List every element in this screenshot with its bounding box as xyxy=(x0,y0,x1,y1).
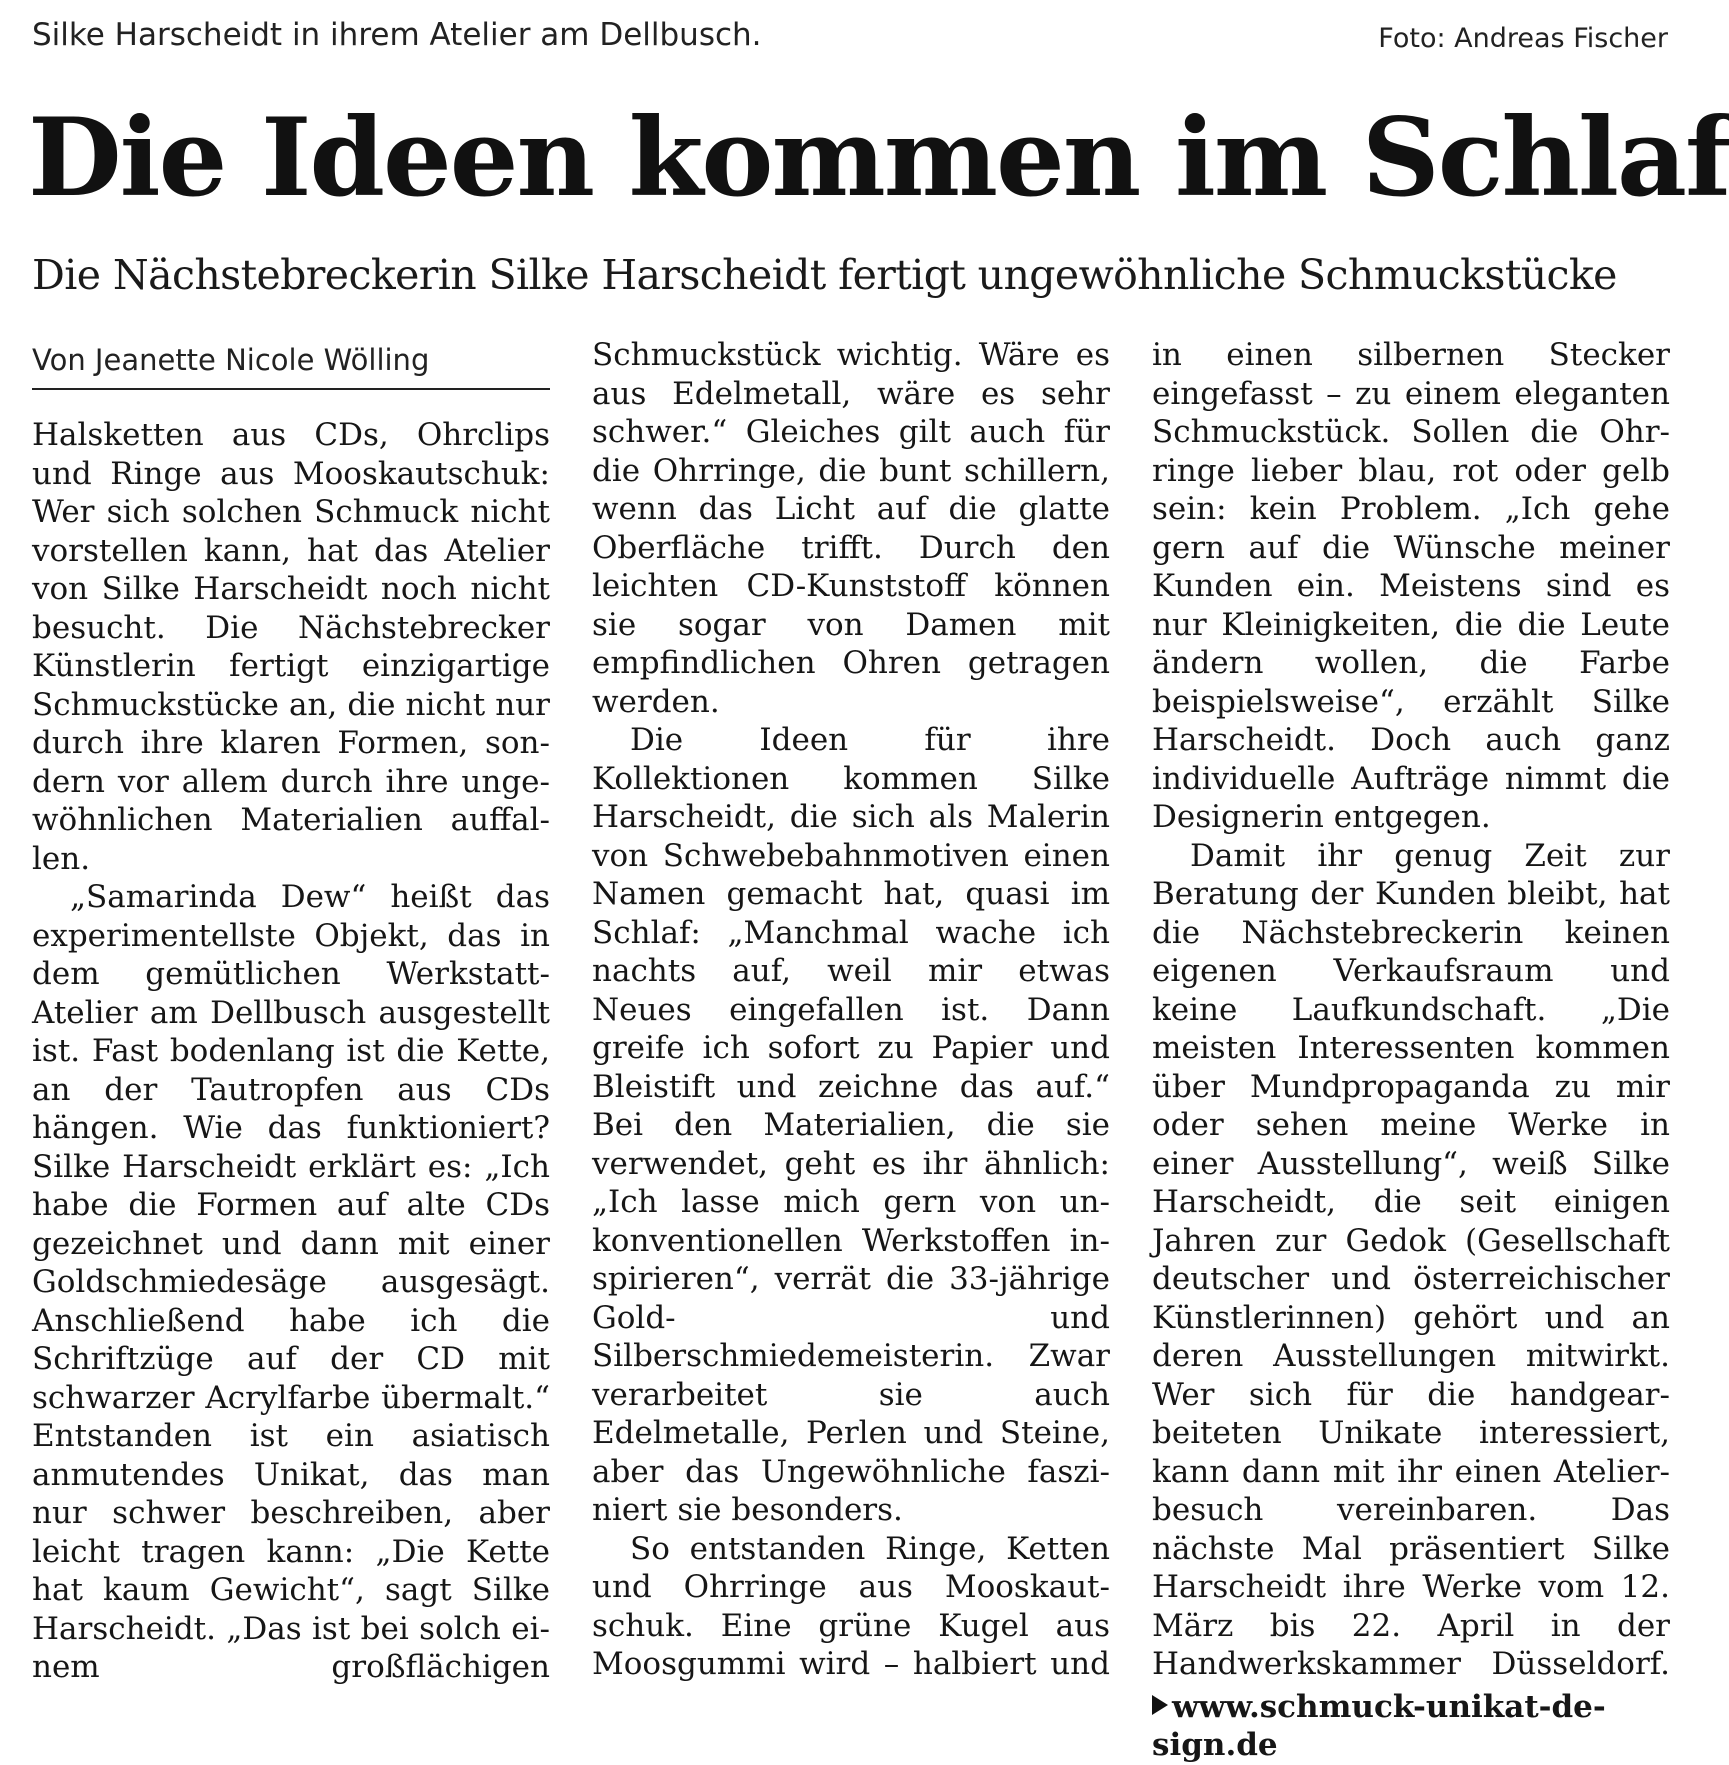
website-link[interactable] xyxy=(1152,1688,1670,1765)
arrow-right-icon xyxy=(1152,1695,1168,1715)
subheadline: Die Nächstebreckerin Silke Harscheidt fertigt ungewöhnliche Schmuckstücke xyxy=(32,251,1617,299)
paragraph-intro: Halsketten aus CDs, Ohrclips und Ringe aus Mooskautschuk: Wer sich solchen Schmuck nicht vorstellen kann, hat das Atelier von Silke Harscheidt noch nicht besucht. Die Nächstebrecker Künstlerin fertigt einzigartige Schmuckstücke an, die nicht nur durch ihre klaren Formen, sondern vor allem durch ihre ungewöhnlichen Materialien auffallen. xyxy=(32,417,550,877)
column-2 xyxy=(592,336,1110,1716)
website-url[interactable]: www.schmuck-unikat-design.de xyxy=(1152,1688,1606,1763)
article-body xyxy=(32,336,1674,1763)
paragraph-ideas: Die Ideen für ihre Kollektionen kommen Silke Harscheidt, die sich als Malerin von Schwebebahnmotiven einen Namen gemacht hat, quasi im Schlaf: „Manchmal wache ich nachts auf, weil mir etwas Neues eingefallen ist. Dann greife ich sofort zu Papier und Bleistift und zeichne das auf.“ Bei den Materialien, die sie verwendet, geht es ihr ähnlich: „Ich lasse mich gern von unkonventionellen Werkstoffen inspirieren“, verrät die 33-jährige Gold- und Silberschmiedemeisterin. Zwar verarbeitet sie auch Edelmetalle, Perlen und Steine, aber das Ungewöhnliche fasziniert sie besonders. xyxy=(592,722,1110,1528)
paragraph-mooskautschuk-continued: in einen silbernen Stecker eingefasst – zu einem eleganten Schmuckstück. Sollen die Ohrringe lieber blau, rot oder gelb sein: kein Problem. „Ich gehe gern auf die Wünsche meiner Kunden ein. Meistens sind es nur Kleinigkeiten, die die Leute ändern wollen, die Farbe beispielsweise“, erzählt Silke Harscheidt. Doch auch ganz individuelle Aufträge nimmt die Designerin entgegen. xyxy=(1152,337,1670,835)
paragraph-samarinda-continued: Schmuckstück wichtig. Wäre es aus Edelmetall, wäre es sehr schwer.“ Gleiches gilt auch für die Ohrringe, die bunt schillern, wenn das Licht auf die glatte Oberfläche trifft. Durch den leichten CD-Kunststoff können sie sogar von Damen mit empfindlichen Ohren getragen werden. xyxy=(592,337,1110,720)
paragraph-samarinda: „Samarinda Dew“ heißt das experimentellste Objekt, das in dem gemütlichen Werkstatt-Atelier am Dellbusch ausgestellt ist. Fast bodenlang ist die Kette, an der Tautropfen aus CDs hängen. Wie das funktioniert? Silke Harscheidt erklärt es: „Ich habe die Formen auf alte CDs gezeichnet und dann mit einer Goldschmiedesäge ausgesägt. Anschließend habe ich die Schriftzüge auf der CD mit schwarzer Acrylfarbe übermalt.“ Entstanden ist ein asiatisch anmutendes Unikat, das man nur schwer beschreiben, aber leicht tragen kann: „Die Kette hat kaum Gewicht“, sagt Silke Harscheidt. „Das ist bei solch einem großflächigen xyxy=(32,879,550,1685)
headline: Die Ideen kommen im Schlaf xyxy=(28,95,1729,221)
column-3 xyxy=(1152,336,1670,1763)
photo-caption: Silke Harscheidt in ihrem Atelier am Dellbusch. xyxy=(32,17,762,53)
paragraph-beratung: Damit ihr genug Zeit zur Beratung der Kunden bleibt, hat die Nächstebreckerin keinen eigenen Verkaufsraum und keine Laufkundschaft. „Die meisten Interessenten kommen über Mundpropaganda zu mir oder sehen meine Werke in einer Ausstellung“, weiß Silke Harscheidt, die seit einigen Jahren zur Gedok (Gesellschaft deutscher und österreichischer Künstlerinnen) gehört und an deren Ausstellungen mitwirkt. Wer sich für die handgearbeiteten Unikate interessiert, kann dann mit ihr einen Atelierbesuch vereinbaren. Das nächste Mal präsentiert Silke Harscheidt ihre Werke vom 12. März bis 22. April in der Handwerkskammer Düsseldorf. xyxy=(1152,837,1670,1682)
column-1 xyxy=(32,336,550,1716)
photo-credit: Foto: Andreas Fischer xyxy=(1378,23,1668,54)
byline: Von Jeanette Nicole Wölling xyxy=(32,336,550,390)
paragraph-mooskautschuk: So entstanden Ringe, Ketten und Ohrringe aus Mooskautschuk. Eine grüne Kugel aus Moosgummi wird – halbiert und xyxy=(592,1530,1110,1682)
photo-caption-row xyxy=(32,12,1668,58)
